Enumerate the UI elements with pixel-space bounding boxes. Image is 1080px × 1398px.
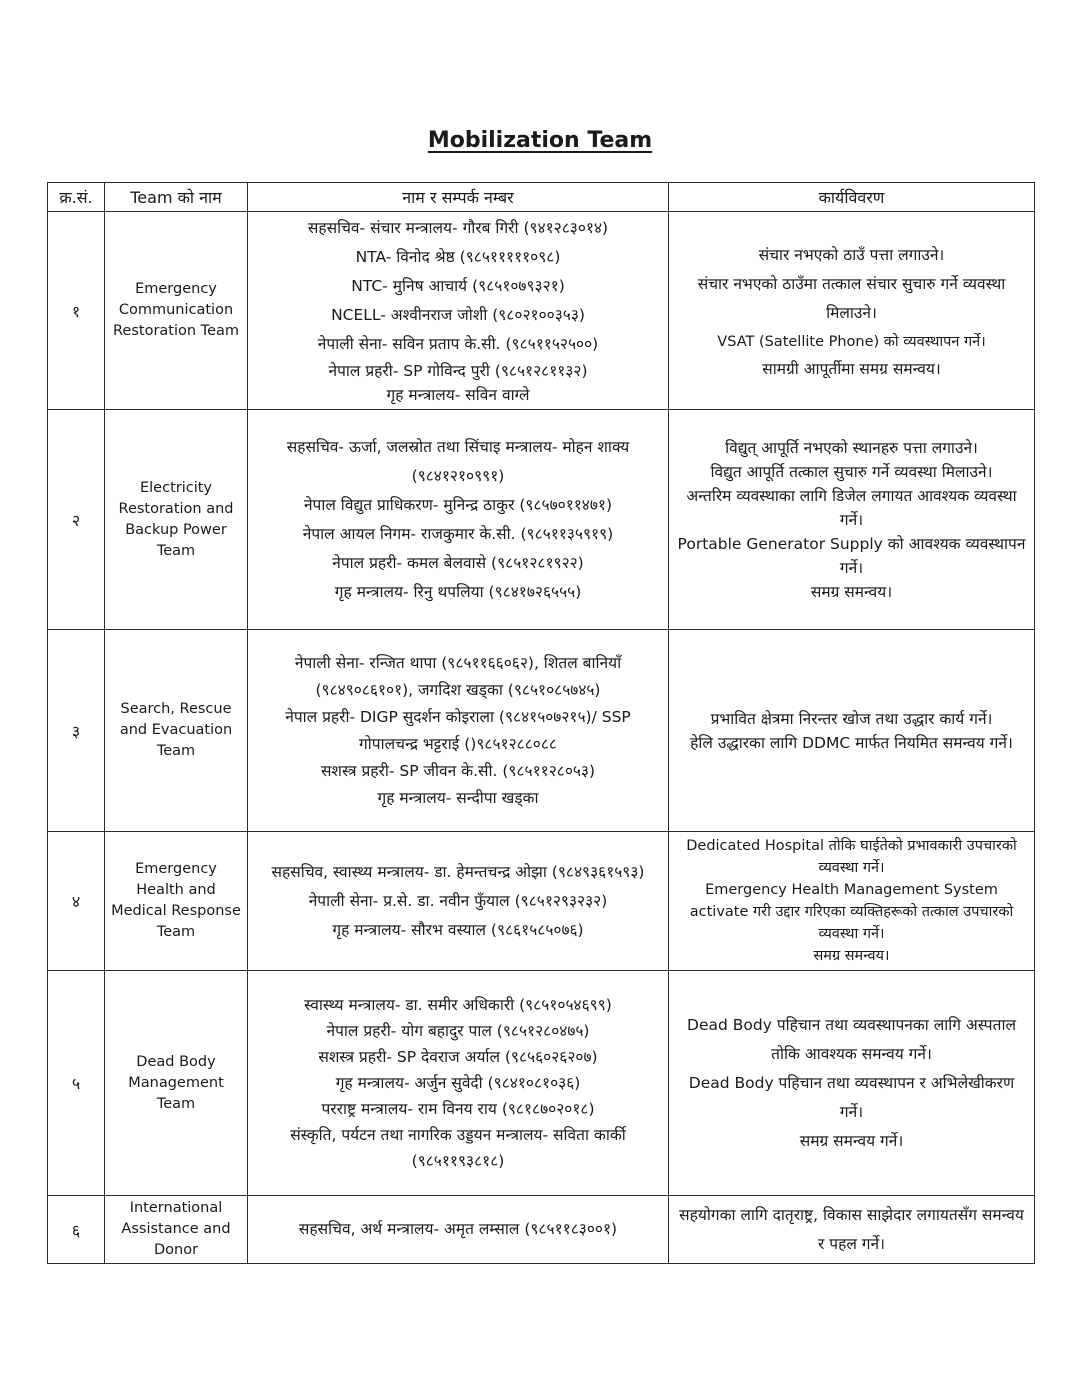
row-serial-number: ४ [48, 832, 105, 971]
duty-line: Emergency Health Management System activate गरी उद्दार गरिएका व्यक्तिहरूको तत्काल उपचारको व्यवस्था गर्ने। [689, 882, 1014, 942]
duty-line: समग्र समन्वय गर्ने। [799, 1131, 904, 1150]
duty-line: VSAT (Satellite Phone) को व्यवस्थापन गर्ने। [717, 333, 986, 350]
contact-line: सशस्त्र प्रहरी- SP जीवन के.सी. (९८५११२८०५३) [320, 761, 596, 780]
contact-line: गृह मन्त्रालय- अर्जुन सुवेदी (९८४१०८१०३६) [335, 1074, 581, 1092]
table-row [48, 832, 1035, 971]
row-contacts [248, 410, 669, 630]
contact-line: गृह मन्त्रालय- रिनु थपलिया (९८४१७२६५५५) [334, 582, 582, 601]
header-team-name: Team को नाम [105, 183, 248, 212]
row-contacts [248, 630, 669, 832]
row-contacts [248, 212, 669, 410]
table-row [48, 630, 1035, 832]
row-serial-number: २ [48, 410, 105, 630]
row-duties [669, 971, 1035, 1196]
contact-line: गृह मन्त्रालय- सौरभ वस्याल (९८६१५८५०७६) [332, 920, 584, 939]
duty-line: संचार नभएको ठाउँमा तत्काल संचार सुचारु गर्ने व्यवस्था मिलाउने। [697, 274, 1006, 322]
row-team-name: International Assistance and Donor [105, 1196, 248, 1264]
contact-line: नेपाल आयल निगम- राजकुमार के.सी. (९८५११३५९१९) [302, 524, 614, 543]
row-duties [669, 1196, 1035, 1264]
table-row [48, 1196, 1035, 1264]
row-duties [669, 212, 1035, 410]
duty-line: प्रभावित क्षेत्रमा निरन्तर खोज तथा उद्धार कार्य गर्ने। [710, 709, 993, 728]
duty-line: समग्र समन्वय। [813, 948, 890, 964]
table-row [48, 410, 1035, 630]
table-header-row [48, 183, 1035, 212]
header-duties: कार्यविवरण [669, 183, 1035, 212]
contact-line: नेपाली सेना- प्र.से. डा. नवीन फुँयाल (९८५१२९३२३२) [308, 891, 608, 910]
row-serial-number: ६ [48, 1196, 105, 1264]
header-serial-number: क्र.सं. [48, 183, 105, 212]
duty-line: संचार नभएको ठाउँ पत्ता लगाउने। [758, 245, 945, 264]
duty-line: सामग्री आपूर्तीमा समग्र समन्वय। [762, 359, 941, 378]
row-contacts [248, 971, 669, 1196]
duty-line: सहयोगका लागि दातृराष्ट्र, विकास साझेदार लगायतसँग समन्वय र पहल गर्ने। [679, 1205, 1024, 1253]
page-title [0, 128, 1080, 153]
page-title-text: Mobilization Team [427, 128, 653, 153]
mobilization-team-table [47, 182, 1035, 1264]
row-serial-number: १ [48, 212, 105, 410]
table-row [48, 971, 1035, 1196]
contact-line: सहसचिव- ऊर्जा, जलस्रोत तथा सिंचाइ मन्त्रालय- मोहन शाक्य (९८४१२१०९९१) [286, 437, 630, 485]
contact-line: सहसचिव, स्वास्थ्य मन्त्रालय- डा. हेमन्तचन्द्र ओझा (९८४९३६१५९३) [271, 862, 645, 881]
contact-line: नेपाल प्रहरी- योग बहादुर पाल (९८५१२८०४७५) [326, 1022, 590, 1040]
row-serial-number: ५ [48, 971, 105, 1196]
contact-line: गृह मन्त्रालय- सन्दीपा खड्का [377, 788, 539, 807]
duty-line: विद्युत् आपूर्ति नभएको स्थानहरु पत्ता लगाउने। [725, 438, 978, 457]
duty-line: हेलि उद्धारका लागि DDMC मार्फत नियमित समन्वय गर्ने। [690, 733, 1013, 752]
row-contacts [248, 832, 669, 971]
contact-line: सहसचिव- संचार मन्त्रालय- गौरब गिरी (९४१२८३०१४) [307, 219, 609, 237]
duty-line: समग्र समन्वय। [810, 582, 893, 601]
contact-line: NCELL- अश्वीनराज जोशी (९८०२१००३५३) [331, 306, 585, 324]
contact-line: गृह मन्त्रालय- सविन वाग्ले [386, 386, 530, 404]
row-duties [669, 410, 1035, 630]
contact-line: नेपाल प्रहरी- DIGP सुदर्शन कोइराला (९८४१५०७२१५)/ SSP गोपालचन्द्र भट्टराई ()९८५१२८८०८८ [285, 707, 631, 753]
row-team-name: Search, Rescue and Evacuation Team [105, 630, 248, 832]
contact-line: संस्कृति, पर्यटन तथा नागरिक उड्डयन मन्त्रालय- सविता कार्की (९८५११९३८१८) [290, 1126, 626, 1170]
contact-line: NTC- मुनिष आचार्य (९८५१०७९३२१) [351, 277, 565, 295]
header-name-and-contact: नाम र सम्पर्क नम्बर [248, 183, 669, 212]
duty-line: Dead Body पहिचान तथा व्यवस्थापन र अभिलेखीकरण गर्ने। [688, 1073, 1015, 1121]
contact-line: NTA- विनोद श्रेष्ठ (९८५१११११०९८) [355, 248, 561, 266]
contact-line: सशस्त्र प्रहरी- SP देवराज अर्याल (९८५६०२६२०७) [318, 1048, 598, 1066]
row-serial-number: ३ [48, 630, 105, 832]
row-contacts [248, 1196, 669, 1264]
row-team-name: Dead Body Management Team [105, 971, 248, 1196]
row-team-name: Electricity Restoration and Backup Power Team [105, 410, 248, 630]
contact-line: नेपाली सेना- रन्जित थापा (९८५११६६०६२), शितल बानियाँ (९८४९०८६१०१), जगदिश खड्का (९८५१०८५७४५) [294, 653, 622, 699]
row-team-name: Emergency Health and Medical Response Team [105, 832, 248, 971]
duty-line: Dedicated Hospital तोकि घाईतेको प्रभावकारी उपचारको व्यवस्था गर्ने। [686, 838, 1017, 876]
duty-line: Dead Body पहिचान तथा व्यवस्थापनका लागि अस्पताल तोकि आवश्यक समन्वय गर्ने। [687, 1015, 1016, 1063]
duty-line: अन्तरिम व्यवस्थाका लागि डिजेल लगायत आवश्यक व्यवस्था गर्ने। [686, 486, 1017, 529]
contact-line: परराष्ट्र मन्त्रालय- राम विनय राय (९८१८७०२०१८) [321, 1100, 595, 1118]
row-duties [669, 832, 1035, 971]
contact-line: नेपाली सेना- सविन प्रताप के.सी. (९८५११५२५००) [317, 335, 599, 353]
table-row [48, 212, 1035, 410]
contact-line: नेपाल विद्युत प्राधिकरण- मुनिन्द्र ठाकुर (९८५७०११४७१) [303, 495, 613, 514]
row-duties [669, 630, 1035, 832]
contact-line: स्वास्थ्य मन्त्रालय- डा. समीर अधिकारी (९८५१०५४६९९) [304, 996, 612, 1014]
contact-line: नेपाल प्रहरी- कमल बेलवासे (९८५१२८१९२२) [332, 553, 584, 572]
duty-line: विद्युत आपूर्ति तत्काल सुचारु गर्ने व्यवस्था मिलाउने। [710, 462, 993, 481]
duty-line: Portable Generator Supply को आवश्यक व्यवस्थापन गर्ने। [677, 534, 1026, 577]
contact-line: नेपाल प्रहरी- SP गोविन्द पुरी (९८५१२८११३२) [328, 362, 588, 380]
contact-line: सहसचिव, अर्थ मन्त्रालय- अमृत लम्साल (९८५११८३००१) [298, 1220, 618, 1238]
row-team-name: Emergency Communication Restoration Team [105, 212, 248, 410]
